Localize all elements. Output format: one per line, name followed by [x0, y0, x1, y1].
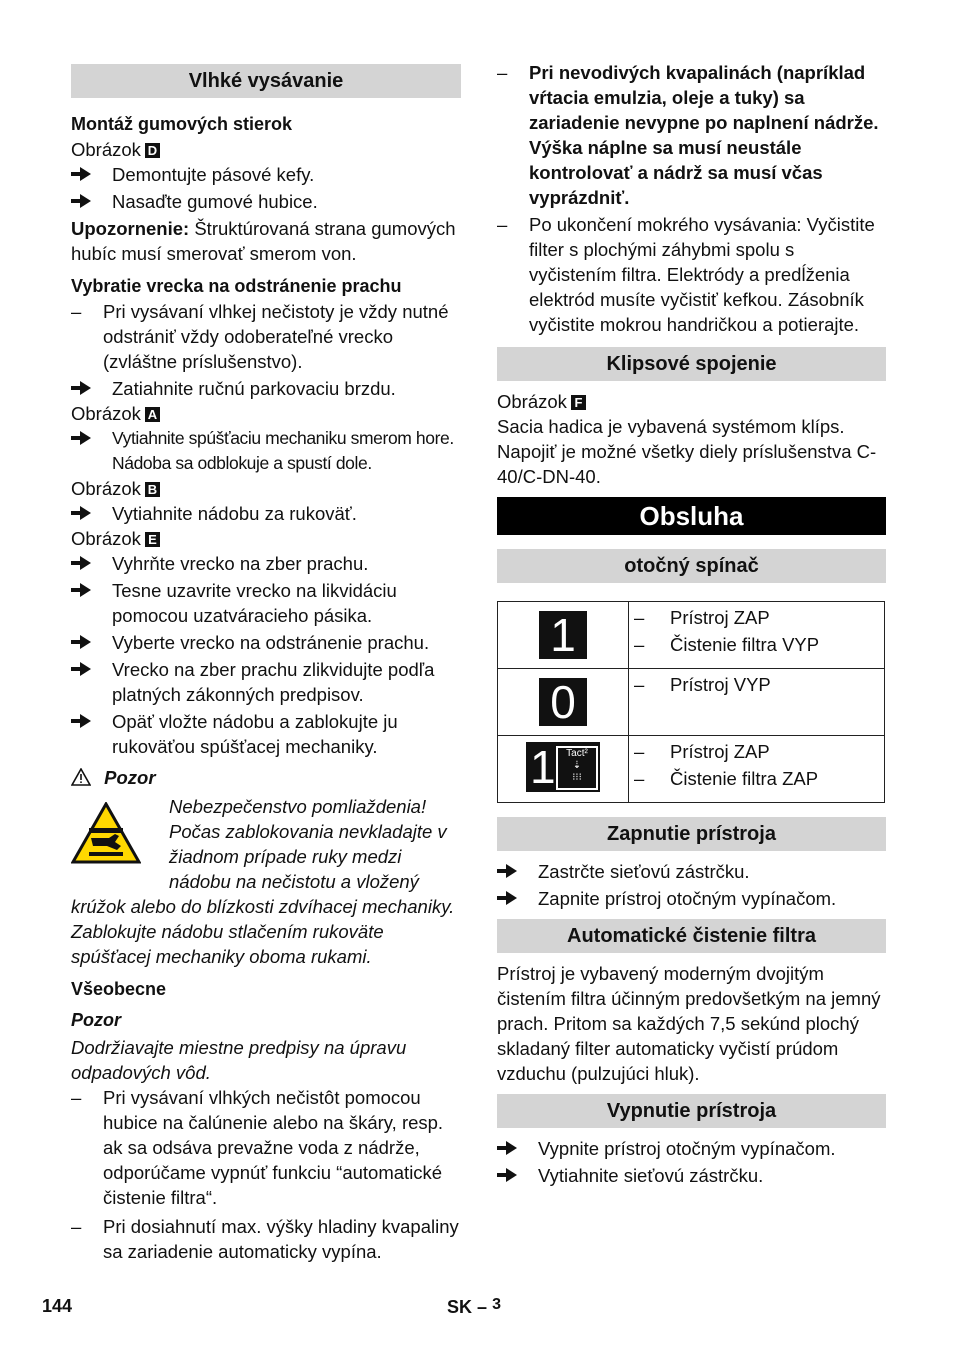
subheading-general: Všeobecne — [71, 979, 167, 999]
page-number: 144 — [42, 1296, 73, 1316]
warning-block — [71, 794, 461, 894]
warning-text-cont: krúžok alebo do blízkosti zdvíhacej mechaniky. Zablokujte nádobu stlačením rukoväte spúšťacej mechaniky oboma rukami. — [71, 896, 455, 967]
switch-position-icon: 0 — [498, 669, 629, 736]
subheading-remove-bag: Vybratie vrecka na odstránenie prachu — [71, 276, 402, 296]
section-header-auto-filter: Automatické čistenie filtra — [497, 919, 886, 953]
arrow-right-icon — [80, 431, 91, 445]
switch-position-tact-icon: 1 Tact² ⇣ ⁝⁝⁝ — [498, 736, 629, 803]
warning-heading: Pozor — [71, 765, 461, 790]
section-header-rotary-switch: otočný spínač — [497, 549, 886, 583]
instruction: Demontujte pásové kefy. — [71, 162, 461, 187]
table-row: 0 – Prístroj VYP — [498, 669, 885, 736]
instruction: Opäť vložte nádobu a zablokujte ju rukoväťou spúšťacej mechaniky. — [71, 709, 461, 759]
section-header-switch-off: Vypnutie prístroja — [497, 1094, 886, 1128]
language-marker: SK – 3 — [447, 1296, 501, 1317]
table-row: 1 Tact² ⇣ ⁝⁝⁝ – Prístroj ZAP – Čistenie filtra ZAP — [498, 736, 885, 803]
figure-ref: Obrázok B — [71, 476, 461, 501]
subheading-rubber-squeegee: Montáž gumových stierok — [71, 114, 293, 134]
instruction: Zatiahnite ručnú parkovaciu brzdu. — [71, 376, 461, 401]
instruction: Vytiahnite nádobu za rukoväť. — [71, 501, 461, 526]
arrow-right-icon — [80, 556, 91, 570]
instruction: Zastrčte sieťovú zástrčku. — [497, 859, 886, 884]
left-column — [71, 64, 461, 1264]
figure-ref: Obrázok F — [497, 389, 886, 414]
table-row: 1 – Prístroj ZAP – Čistenie filtra VYP — [498, 602, 885, 669]
instruction: Zapnite prístroj otočným vypínačom. — [497, 886, 886, 911]
instruction: Vytiahnite spúšťaciu mechaniku smerom hore. Nádoba sa odblokuje a spustí dole. — [71, 426, 461, 476]
arrow-right-icon — [506, 1141, 517, 1155]
arrow-right-icon — [80, 194, 91, 208]
section-header-switch-on: Zapnutie prístroja — [497, 817, 886, 851]
arrow-right-icon — [80, 583, 91, 597]
figure-ref: Obrázok E — [71, 526, 461, 551]
figure-ref: Obrázok D — [71, 137, 461, 162]
caution-text: Dodržiavajte miestne predpisy na úpravu odpadových vôd. — [71, 1037, 407, 1083]
arrow-right-icon — [80, 381, 91, 395]
instruction: Vyhrňte vrecko na zber prachu. — [71, 551, 461, 576]
warning-text: Nebezpečenstvo pomliaždenia! Počas zablokovania nevkladajte v žiadnom prípade ruky medzi nádobu na nečistotu a vložený — [169, 796, 447, 892]
auto-filter-text: Prístroj je vybavený moderným dvojitým čistením filtra účinným predovšetkým na jemný prach. Pritom sa každých 7,5 sekúnd plochý skladaný filter automaticky vyčistí prúdom vzduchu (pulzujúci hluk). — [497, 963, 881, 1084]
arrow-right-icon — [506, 864, 517, 878]
clip-text: Sacia hadica je vybavená systémom klíps. Napojiť je možné všetky diely príslušenstva C-40/C-DN-40. — [497, 416, 877, 487]
crush-hazard-icon — [71, 794, 169, 894]
arrow-right-icon — [80, 714, 91, 728]
figure-ref: Obrázok A — [71, 401, 461, 426]
arrow-right-icon — [506, 1168, 517, 1182]
list-item: – Po ukončení mokrého vysávania: Vyčistite filter s plochými záhybmi spolu s vyčistením filtra. Elektródy a predĺženia elektród musíte vyčistiť kefkou. Zásobník vyčistite mokrou handričkou a potierajte. — [497, 214, 875, 335]
arrow-right-icon — [506, 891, 517, 905]
arrow-right-icon — [80, 635, 91, 649]
list-item: – Pri vysávaní vlhkých nečistôt pomocou hubice na čalúnenie alebo na škáry, resp. ak sa odsáva prevažne voda z nádrže, odporúčame vypnúť funkciu “automatické čistenie filtra“. — [71, 1087, 444, 1208]
arrow-right-icon — [80, 662, 91, 676]
note: Upozornenie: Štruktúrovaná strana gumových hubíc musí smerovať smerom von. — [71, 218, 456, 264]
instruction: Vytiahnite sieťovú zástrčku. — [497, 1163, 886, 1188]
list-item: – Pri dosiahnutí max. výšky hladiny kvapaliny sa zariadenie automaticky vypína. — [71, 1216, 459, 1262]
arrow-right-icon — [80, 506, 91, 520]
caution-label: Pozor — [71, 1010, 122, 1030]
instruction: Tesne uzavrite vrecko na likvidáciu pomocou uzatváracieho pásika. — [71, 578, 461, 628]
section-header-clip: Klipsové spojenie — [497, 347, 886, 381]
switch-position-icon: 1 — [498, 602, 629, 669]
right-column — [497, 60, 886, 1188]
section-header-operation: Obsluha — [497, 497, 886, 535]
list-item: – Pri nevodivých kvapalinách (napríklad vŕtacia emulzia, oleje a tuky) sa zariadenie nevypne po naplnení nádrže. Výška náplne sa musí neustále kontrolovať a nádrž sa musí včas vyprázdniť. — [497, 62, 879, 208]
instruction: Nasaďte gumové hubice. — [71, 189, 461, 214]
switch-table — [497, 601, 885, 803]
section-header-wet-vacuum: Vlhké vysávanie — [71, 64, 461, 98]
instruction: Vrecko na zber prachu zlikvidujte podľa platných zákonných predpisov. — [71, 657, 461, 707]
warning-triangle-icon — [71, 768, 91, 786]
list-item: – Pri vysávaní vlhkej nečistoty je vždy nutné odstrániť vždy odoberateľné vrecko (zvláštne príslušenstvo). — [71, 301, 449, 372]
instruction: Vyberte vrecko na odstránenie prachu. — [71, 630, 461, 655]
arrow-right-icon — [80, 167, 91, 181]
instruction: Vypnite prístroj otočným vypínačom. — [497, 1136, 886, 1161]
